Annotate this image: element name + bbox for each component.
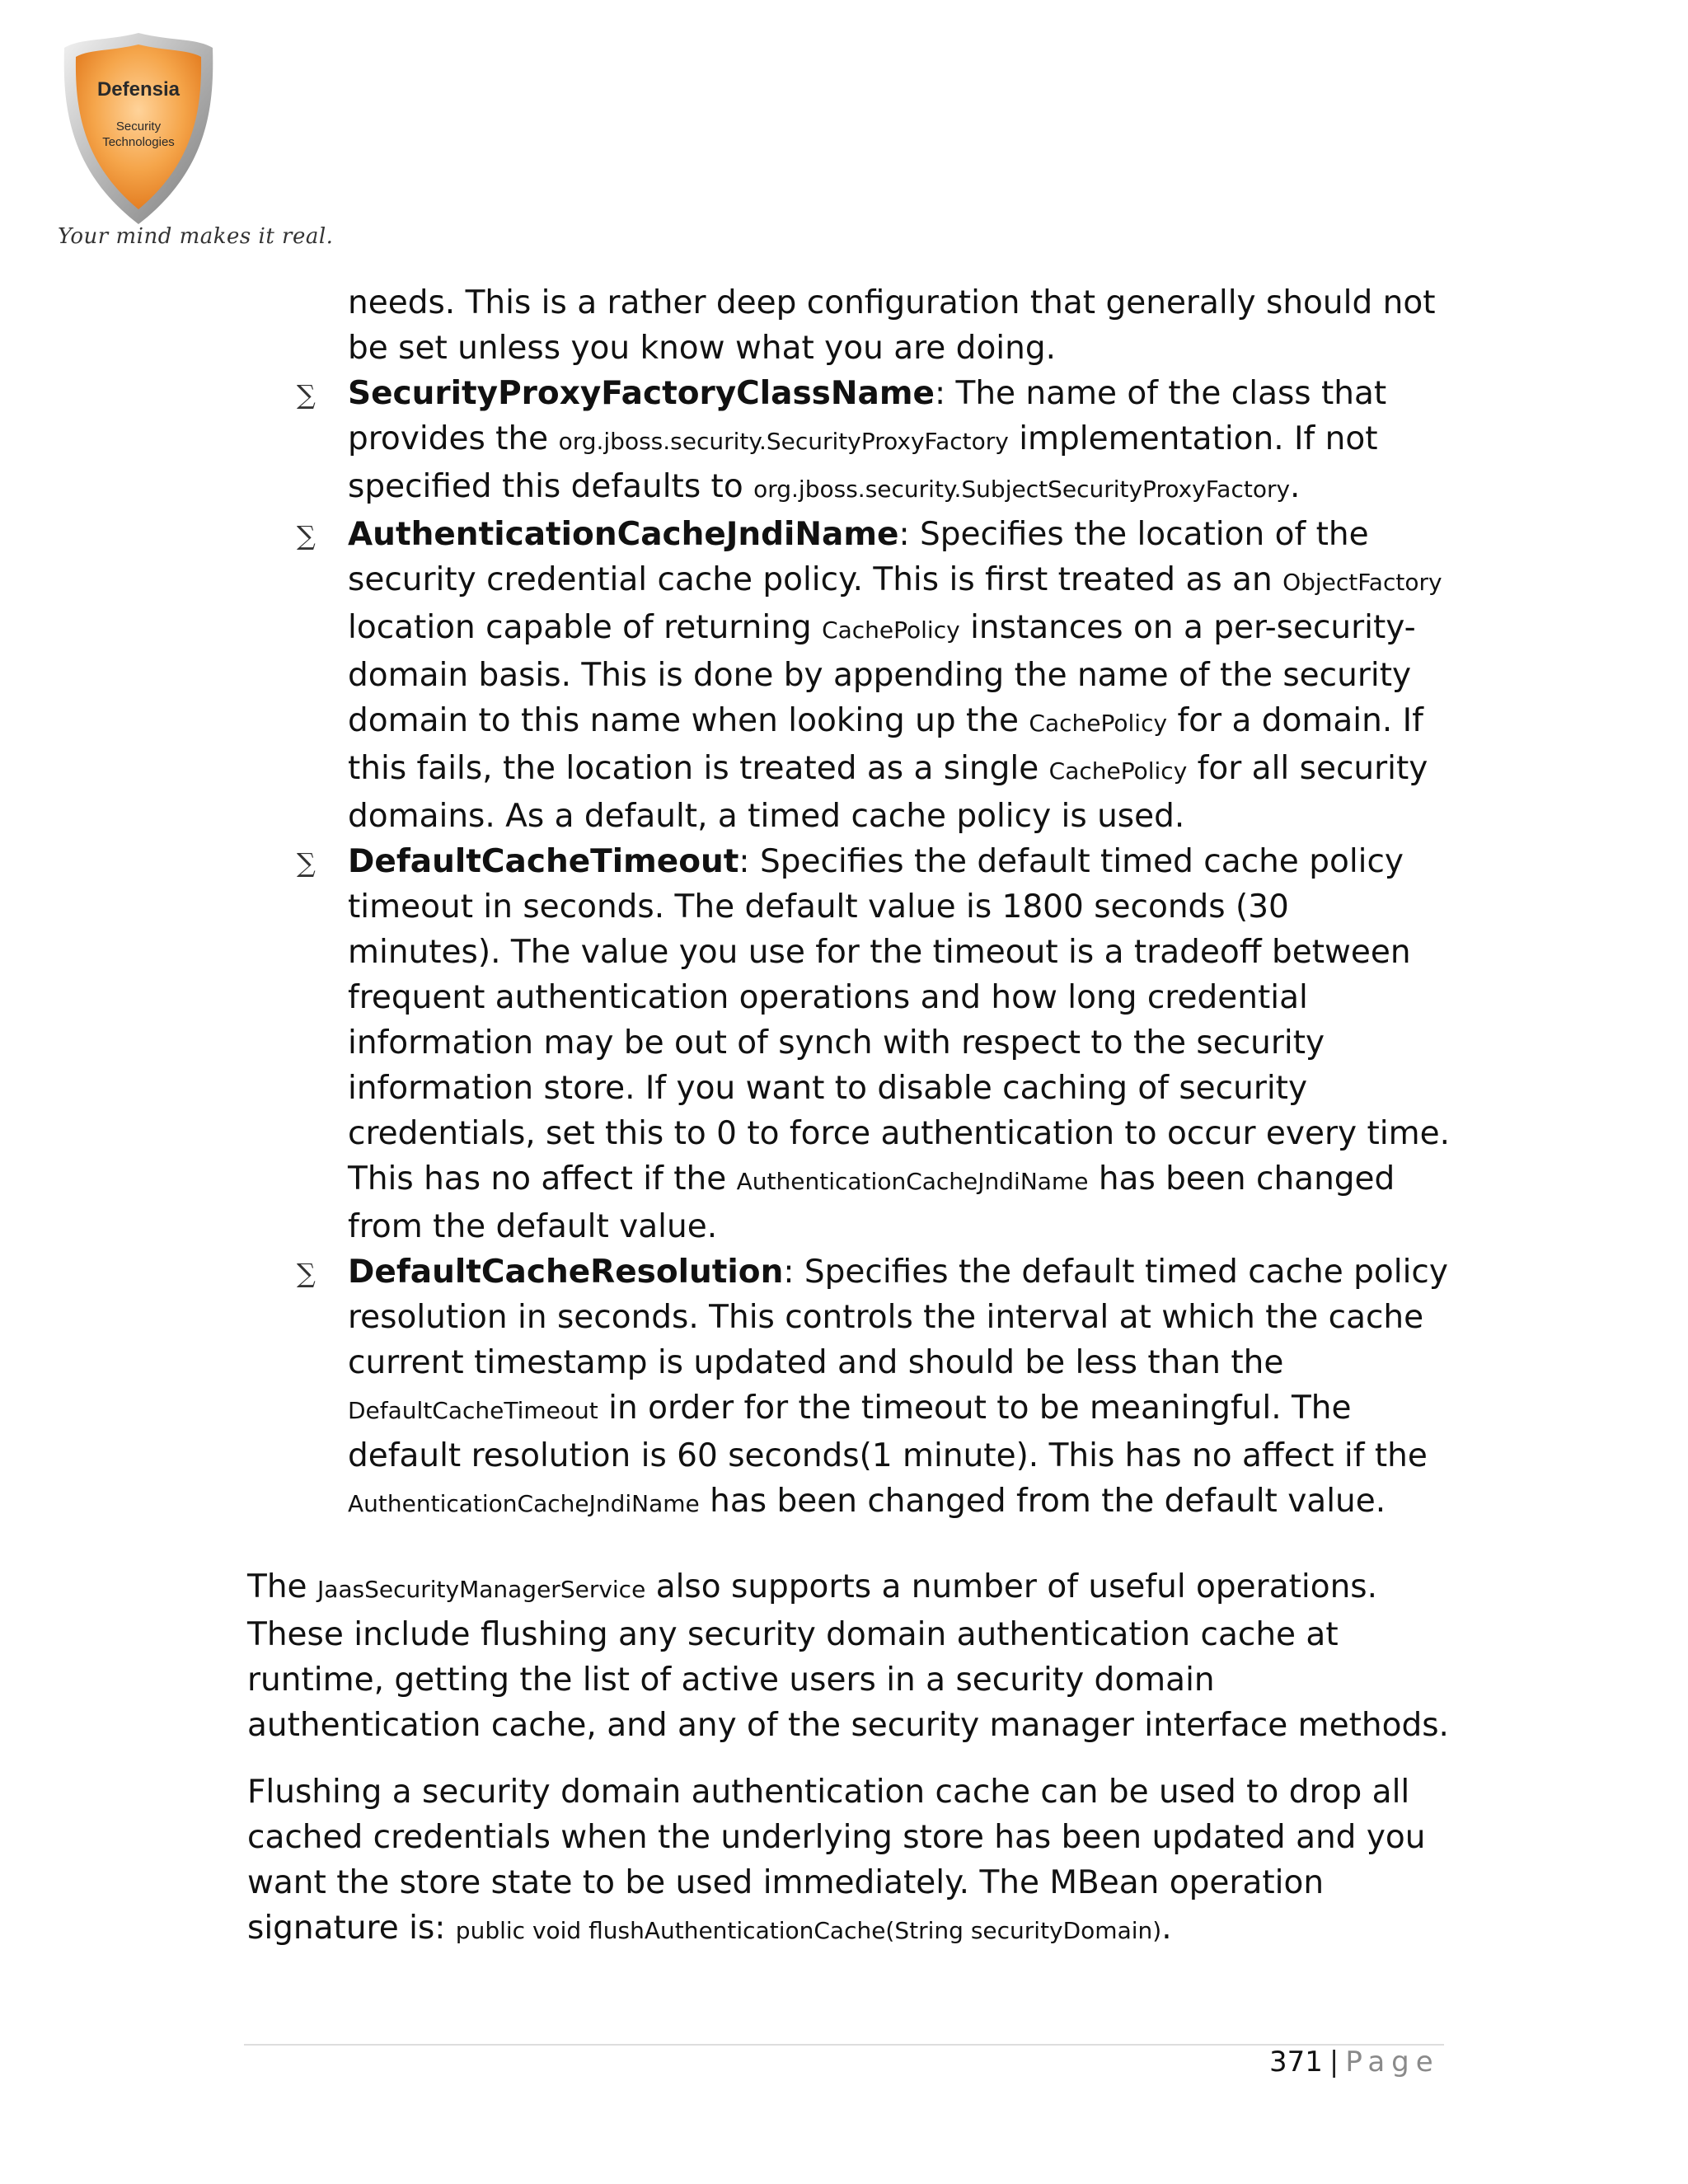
option-text: for a domain. If this fails, the location is treated as a single: [348, 702, 1423, 787]
para-text: Flushing a security domain authentication cache can be used to drop all cached credentials when the underlying store has been updated and you want the store state to be used immediately. The MBean operation signature is:: [247, 1774, 1426, 1947]
list-item: [247, 1249, 1451, 1526]
bullet-icon: ∑: [297, 847, 316, 879]
list-item: [247, 512, 1451, 839]
para-text: The: [247, 1568, 317, 1605]
option-text: .: [1290, 468, 1301, 505]
option-text: for all security domains. As a default, a timed cache policy is used.: [348, 750, 1428, 835]
intro-continuation: needs. This is a rather deep configuration that generally should not be set unless you know what you are doing.: [348, 284, 1436, 367]
option-text: has been changed from the default value.: [348, 1160, 1395, 1245]
option-text: : Specifies the location of the security credential cache policy. This is first treated as an: [348, 516, 1369, 598]
page-label: Page: [1345, 2046, 1440, 2079]
inline-code: CachePolicy: [1048, 757, 1188, 785]
option-term: AuthenticationCacheJndiName: [348, 516, 899, 553]
option-text: : The name of the class that provides the: [348, 375, 1387, 457]
list-item: [247, 371, 1451, 512]
inline-code: DefaultCacheTimeout: [348, 1397, 598, 1424]
option-text: : Specifies the default timed cache policy timeout in seconds. The default value is 1800 seconds (30 minutes). The value you use for the timeout is a tradeoff between frequent authentication operations and how long credential information may be out of synch with respect to the security information store. If you want to disable caching of security credentials, set this to 0 to force authentication to occur every time. This has no affect if the: [348, 843, 1450, 1197]
list-item: [247, 839, 1451, 1249]
shield-icon: [56, 30, 221, 227]
inline-code: AuthenticationCacheJndiName: [348, 1490, 700, 1517]
option-term: SecurityProxyFactoryClassName: [348, 375, 935, 412]
logo-sub1: Security: [115, 120, 162, 134]
option-text: implementation. If not specified this defaults to: [348, 420, 1378, 505]
logo-sub2: Technologies: [102, 135, 175, 149]
footer-divider: [244, 2044, 1444, 2046]
option-term: DefaultCacheResolution: [348, 1254, 784, 1291]
paragraph-flushing: [247, 1769, 1451, 1953]
page-footer: [1269, 2046, 1440, 2079]
page-number: 371: [1269, 2046, 1323, 2079]
option-text: location capable of returning: [348, 609, 823, 646]
inline-code: public void flushAuthenticationCache(String securityDomain): [455, 1917, 1162, 1944]
inline-code: ObjectFactory: [1282, 569, 1442, 596]
inline-code: JaasSecurityManagerService: [316, 1576, 646, 1603]
logo-name: Defensia: [96, 78, 181, 101]
option-term: DefaultCacheTimeout: [348, 843, 739, 880]
paragraph-operations: [247, 1564, 1451, 1748]
option-text: in order for the timeout to be meaningful. The default resolution is 60 seconds(1 minute). This has no affect if the: [348, 1390, 1428, 1474]
inline-code: CachePolicy: [1029, 710, 1168, 737]
inline-code: org.jboss.security.SubjectSecurityProxyFactory: [753, 476, 1291, 503]
bullet-icon: ∑: [297, 520, 316, 551]
footer-separator: |: [1329, 2046, 1339, 2079]
option-text: has been changed from the default value.: [699, 1483, 1386, 1520]
logo-tagline: Your mind makes it real.: [58, 224, 334, 249]
page-content: [247, 280, 1451, 1953]
inline-code: AuthenticationCacheJndiName: [736, 1168, 1089, 1195]
para-text: .: [1161, 1910, 1172, 1947]
option-text: instances on a per-security-domain basis. This is done by appending the name of the security domain to this name when looking up the: [348, 609, 1416, 739]
bullet-icon: ∑: [297, 379, 316, 410]
bullet-icon: ∑: [297, 1258, 316, 1289]
para-text: also supports a number of useful operations. These include flushing any security domain authentication cache at runtime, getting the list of active users in a security domain authentication cache, and any of the security manager interface methods.: [247, 1568, 1449, 1744]
inline-code: CachePolicy: [822, 616, 960, 644]
option-text: : Specifies the default timed cache policy resolution in seconds. This controls the interval at which the cache current timestamp is updated and should be less than the: [348, 1254, 1448, 1381]
inline-code: org.jboss.security.SecurityProxyFactory: [558, 428, 1009, 455]
option-list: [247, 371, 1451, 1526]
